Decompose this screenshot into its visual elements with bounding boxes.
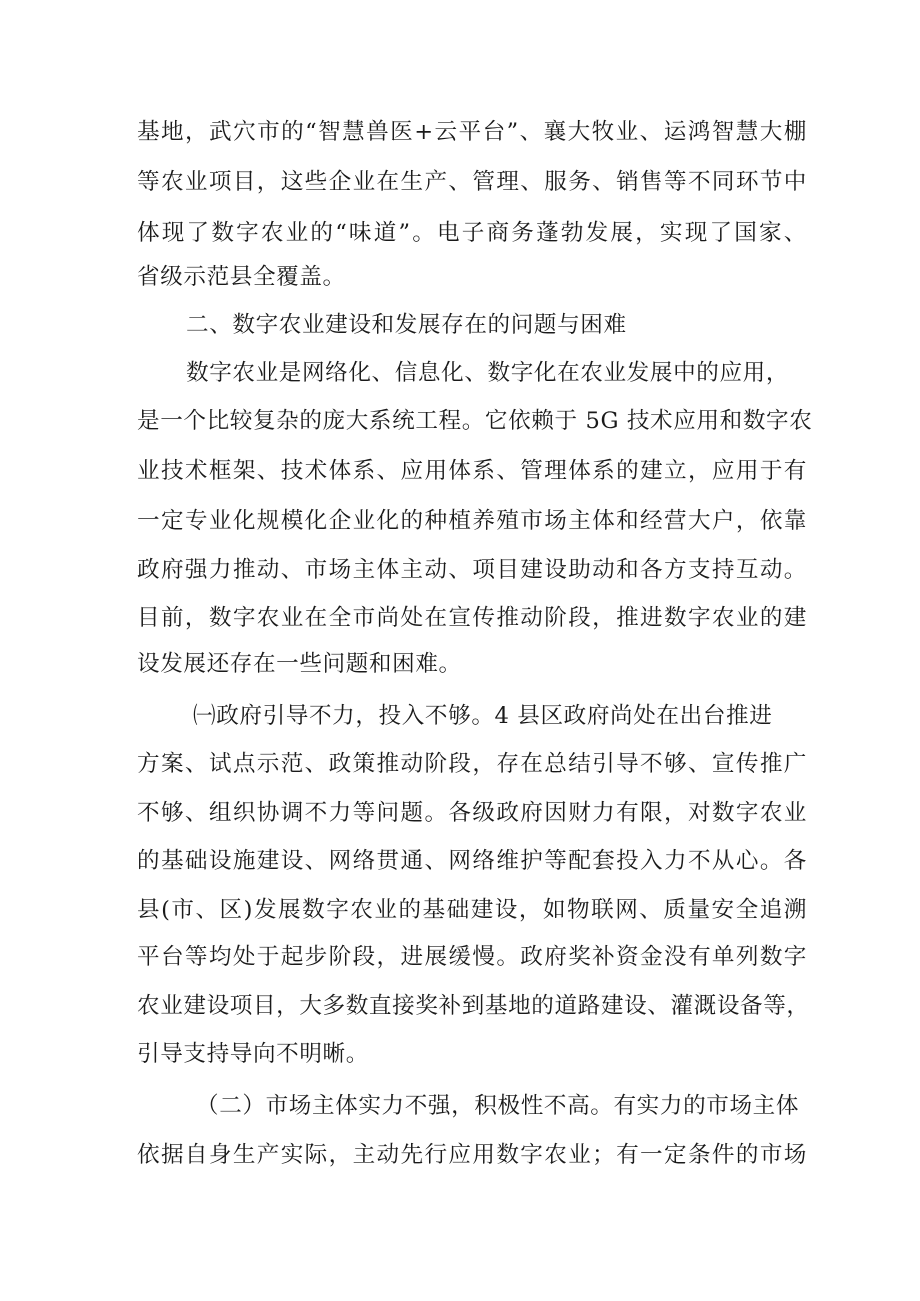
text-line: 引导支持导向不明晰。 <box>137 1041 369 1067</box>
subsection-heading: （二）市场主体实力不强，积极性不高。有实力的市场主体 <box>196 1093 800 1119</box>
text-line: 政府强力推动、市场主体主动、项目建设助动和各方支持互动。 <box>137 557 807 583</box>
text-line: 目前，数字农业在全市尚处在宣传推动阶段，推进数字农业的建 <box>137 605 807 631</box>
text-line: 不够、组织协调不力等问题。各级政府因财力有限，对数字农业 <box>137 800 807 826</box>
text-line: 数字农业是网络化、信息化、数字化在农业发展中的应用， <box>186 360 790 386</box>
section-heading: 二、数字农业建设和发展存在的问题与困难 <box>186 312 627 338</box>
text-line: 体现了数字农业的“味道”。电子商务蓬勃发展，实现了国家、 <box>137 220 807 246</box>
text-line: 省级示范县全覆盖。 <box>137 264 346 290</box>
text-line: 一定专业化规模化企业化的种植养殖市场主体和经营大户，依靠 <box>137 508 807 534</box>
text-line: 的基础设施建设、网络贯通、网络维护等配套投入力不从心。各 <box>137 848 807 874</box>
text-line: 是一个比较复杂的庞大系统工程。它依赖于 5G 技术应用和数字农 <box>137 408 813 434</box>
text-line: 设发展还存在一些问题和困难。 <box>137 651 462 677</box>
text-line: 依据自身生产实际，主动先行应用数字农业；有一定条件的市场 <box>137 1142 807 1168</box>
text-line: 等农业项目，这些企业在生产、管理、服务、销售等不同环节中 <box>137 169 807 195</box>
text-line: 农业建设项目，大多数直接奖补到基地的道路建设、灌溉设备等， <box>137 993 810 1019</box>
text-line: 基地，武穴市的“智慧兽医+云平台”、襄大牧业、运鸿智慧大棚 <box>137 119 807 145</box>
subsection-heading: ㈠政府引导不力，投入不够。4 县区政府尚处在出台推进 <box>193 703 773 729</box>
text-line: 县(市、区)发展数字农业的基础建设，如物联网、质量安全追溯 <box>137 897 807 923</box>
text-line: 业技术框架、技术体系、应用体系、管理体系的建立，应用于有 <box>137 458 807 484</box>
text-line: 平台等均处于起步阶段，进展缓慢。政府奖补资金没有单列数字 <box>137 944 807 970</box>
text-line: 方案、试点示范、政策推动阶段，存在总结引导不够、宣传推广 <box>137 751 807 777</box>
